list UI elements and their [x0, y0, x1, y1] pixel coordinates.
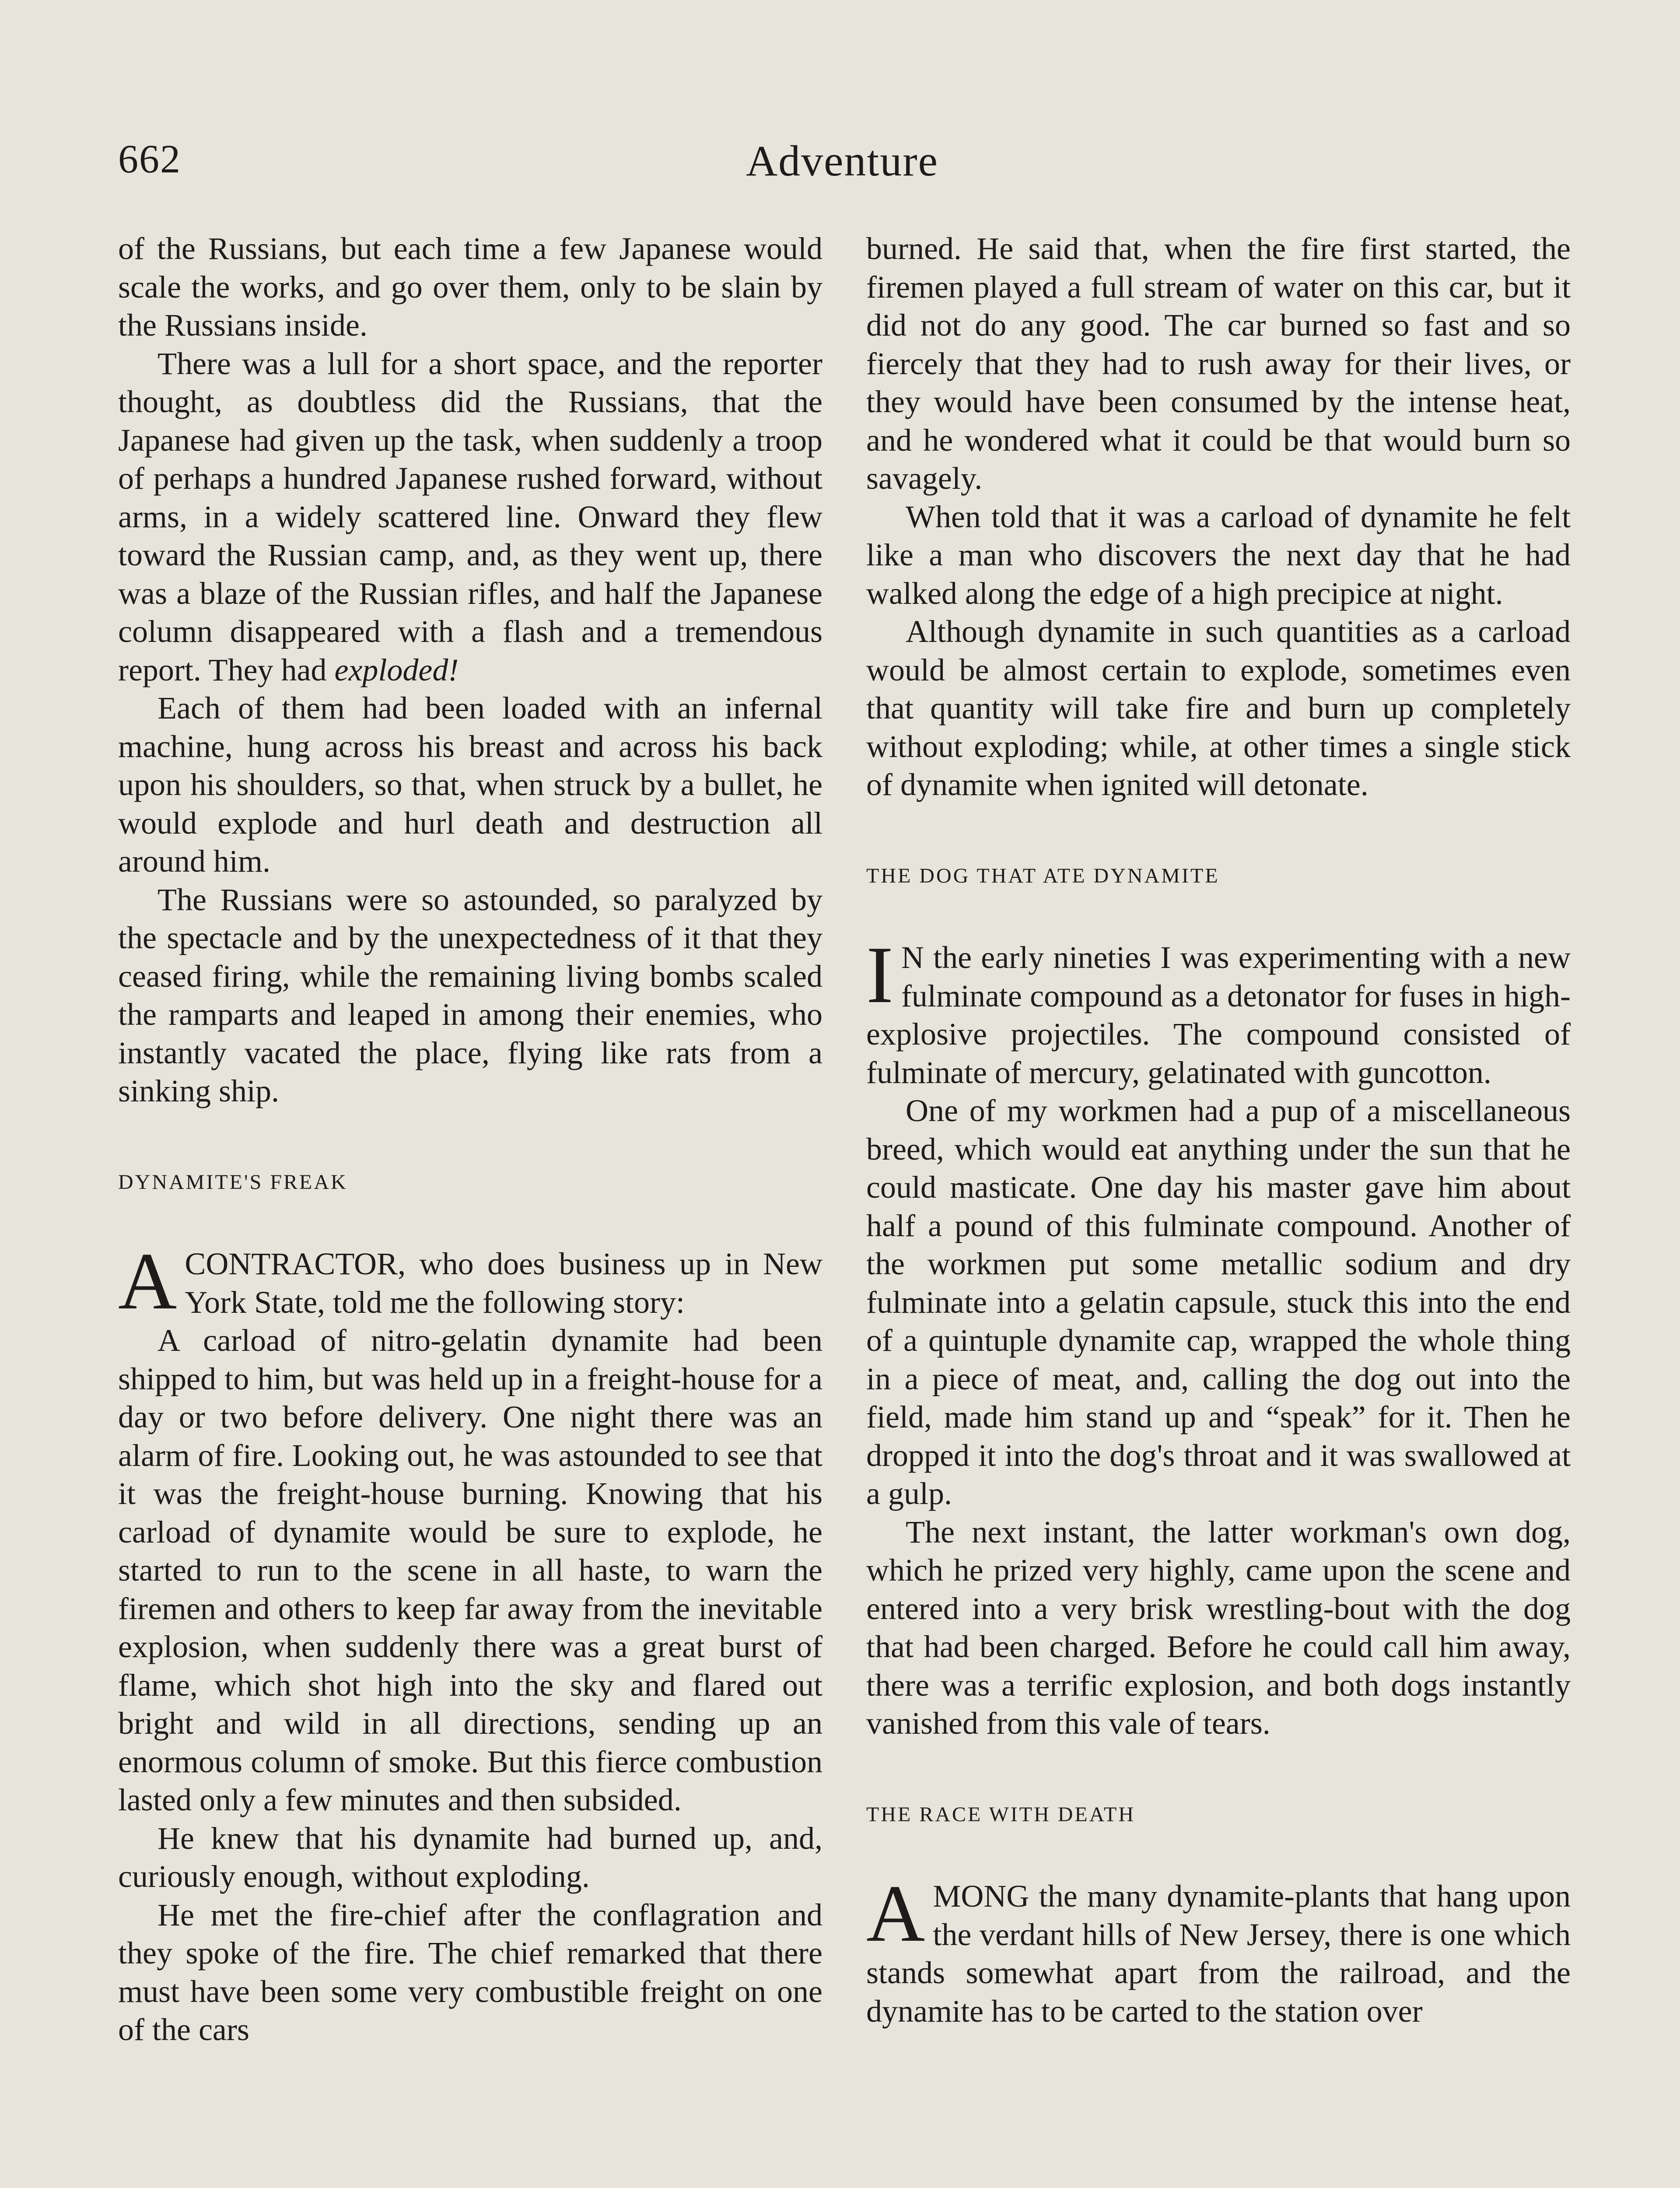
page-header — [118, 127, 1566, 193]
paragraph: The next instant, the latter workman's own dog, which he prized very highly, came upon the scene and entered into a very brisk wrestling-bout with the dog that had been charged. Before he could call him away, there was a terrific explosion, and both dogs instantly vanished from this vale of tears. — [866, 1514, 1571, 1741]
paragraph: burned. He said that, when the fire first started, the firemen played a full stream of water on this car, but it did not do any good. The car burned so fast and so fiercely that they had to rush away for their lives, or they would have been consumed by the intense heat, and he wondered what it could be that would burn so savagely. — [866, 231, 1571, 496]
paragraph: He met the fire-chief after the conflagration and they spoke of the fire. The chief remarked that there must have been some very combustible freight on one of the cars — [118, 1897, 822, 2047]
lead-word: N — [901, 940, 924, 975]
paragraph-text: the many dynamite-plants that hang upon the verdant hills of New Jersey, there is one which stands somewhat apart from the railroad, and the dynamite has to be carted to the station over — [866, 1879, 1571, 2029]
section-heading: THE RACE WITH DEATH — [866, 1802, 1136, 1826]
paragraph: One of my workmen had a pup of a miscellaneous breed, which would eat anything under the sun that he could masticate. One day his master gave him about half a pound of this fulminate compound. Another of the workmen put some metallic sodium and dry fulminate into a gelatin capsule, stuck this into the end of a quintuple dynamite cap, wrapped the whole thing in a piece of meat, and, calling the dog out into the field, made him stand up and “speak” for it. Then he dropped it into the dog's throat and it was swallowed at a gulp. — [866, 1093, 1571, 1511]
running-title: Adventure — [746, 137, 939, 185]
paragraph — [118, 345, 822, 690]
section-opening-paragraph — [118, 1236, 822, 1326]
page-number: 662 — [118, 137, 181, 181]
paragraph-text: the early nineties I was experimenting with a new fulminate compound as a detonator for fuses in high-explosive projectiles. The compound consisted of fulminate of mercury, gelatinated with guncotton. — [866, 940, 1571, 1090]
paragraph: Although dynamite in such quantities as a carload would be almost certain to explode, sometimes even that quantity will take fire and burn up completely without exploding; while, at other times a single stick of dynamite when ignited will detonate. — [866, 614, 1571, 802]
lead-word: CONTRACTOR, — [185, 1246, 406, 1281]
drop-cap: I — [866, 930, 893, 1020]
paragraph-text: who does business up in New York State, told me the following story: — [185, 1246, 822, 1320]
paragraph: A carload of nitro-gelatin dynamite had been shipped to him, but was held up in a freight-house for a day or two before delivery. One night there was an alarm of fire. Looking out, he was astounded to see that it was the freight-house burning. Knowing that his carload of dynamite would be sure to explode, he started to run to the scene in all haste, to warn the firemen and others to keep far away from the inevitable explosion, when suddenly there was a great burst of flame, which shot high into the sky and flared out bright and wild in all directions, sending up an enormous column of smoke. But this fierce combustion lasted only a few minutes and then subsided. — [118, 1323, 822, 1817]
paragraph: Each of them had been loaded with an infernal machine, hung across his breast and across his back upon his shoulders, so that, when struck by a bullet, he would explode and hurl death and destruction all around him. — [118, 691, 822, 879]
drop-cap: A — [866, 1869, 925, 1959]
paragraph-text: There was a lull for a short space, and the reporter thought, as doubtless did the Russians, that the Japanese had given up the task, when suddenly a troop of perhaps a hundred Japanese rushed forward, without arms, in a widely scattered line. Onward they flew toward the Russian camp, and, as they went up, there was a blaze of the Russian rifles, and half the Japanese column disappeared with a flash and a tremendous report. They had — [118, 346, 822, 687]
section-opening-paragraph — [866, 930, 1571, 1092]
paragraph: When told that it was a carload of dynamite he felt like a man who discovers the next day that he had walked along the edge of a high precipice at night. — [866, 499, 1571, 611]
section-heading: THE DOG THAT ATE DYNAMITE — [866, 864, 1220, 887]
paragraph: The Russians were so astounded, so paralyzed by the spectacle and by the unexpectedness of it that they ceased firing, while the remaining living bombs scaled the ramparts and leaped in among their enemies, who instantly vacated the place, flying like rats from a sinking ship. — [118, 882, 822, 1108]
emphasis-text: exploded! — [334, 652, 459, 687]
lead-word: MONG — [933, 1879, 1029, 1914]
section-opening-paragraph — [866, 1869, 1571, 2030]
paragraph: He knew that his dynamite had burned up, and, curiously enough, without exploding. — [118, 1820, 822, 1894]
section-heading: DYNAMITE'S FREAK — [118, 1170, 348, 1194]
drop-cap: A — [118, 1236, 177, 1326]
right-column — [866, 230, 1571, 2188]
left-column — [118, 230, 822, 2188]
paragraph: of the Russians, but each time a few Japanese would scale the works, and go over them, only to be slain by the Russians inside. — [118, 231, 822, 343]
